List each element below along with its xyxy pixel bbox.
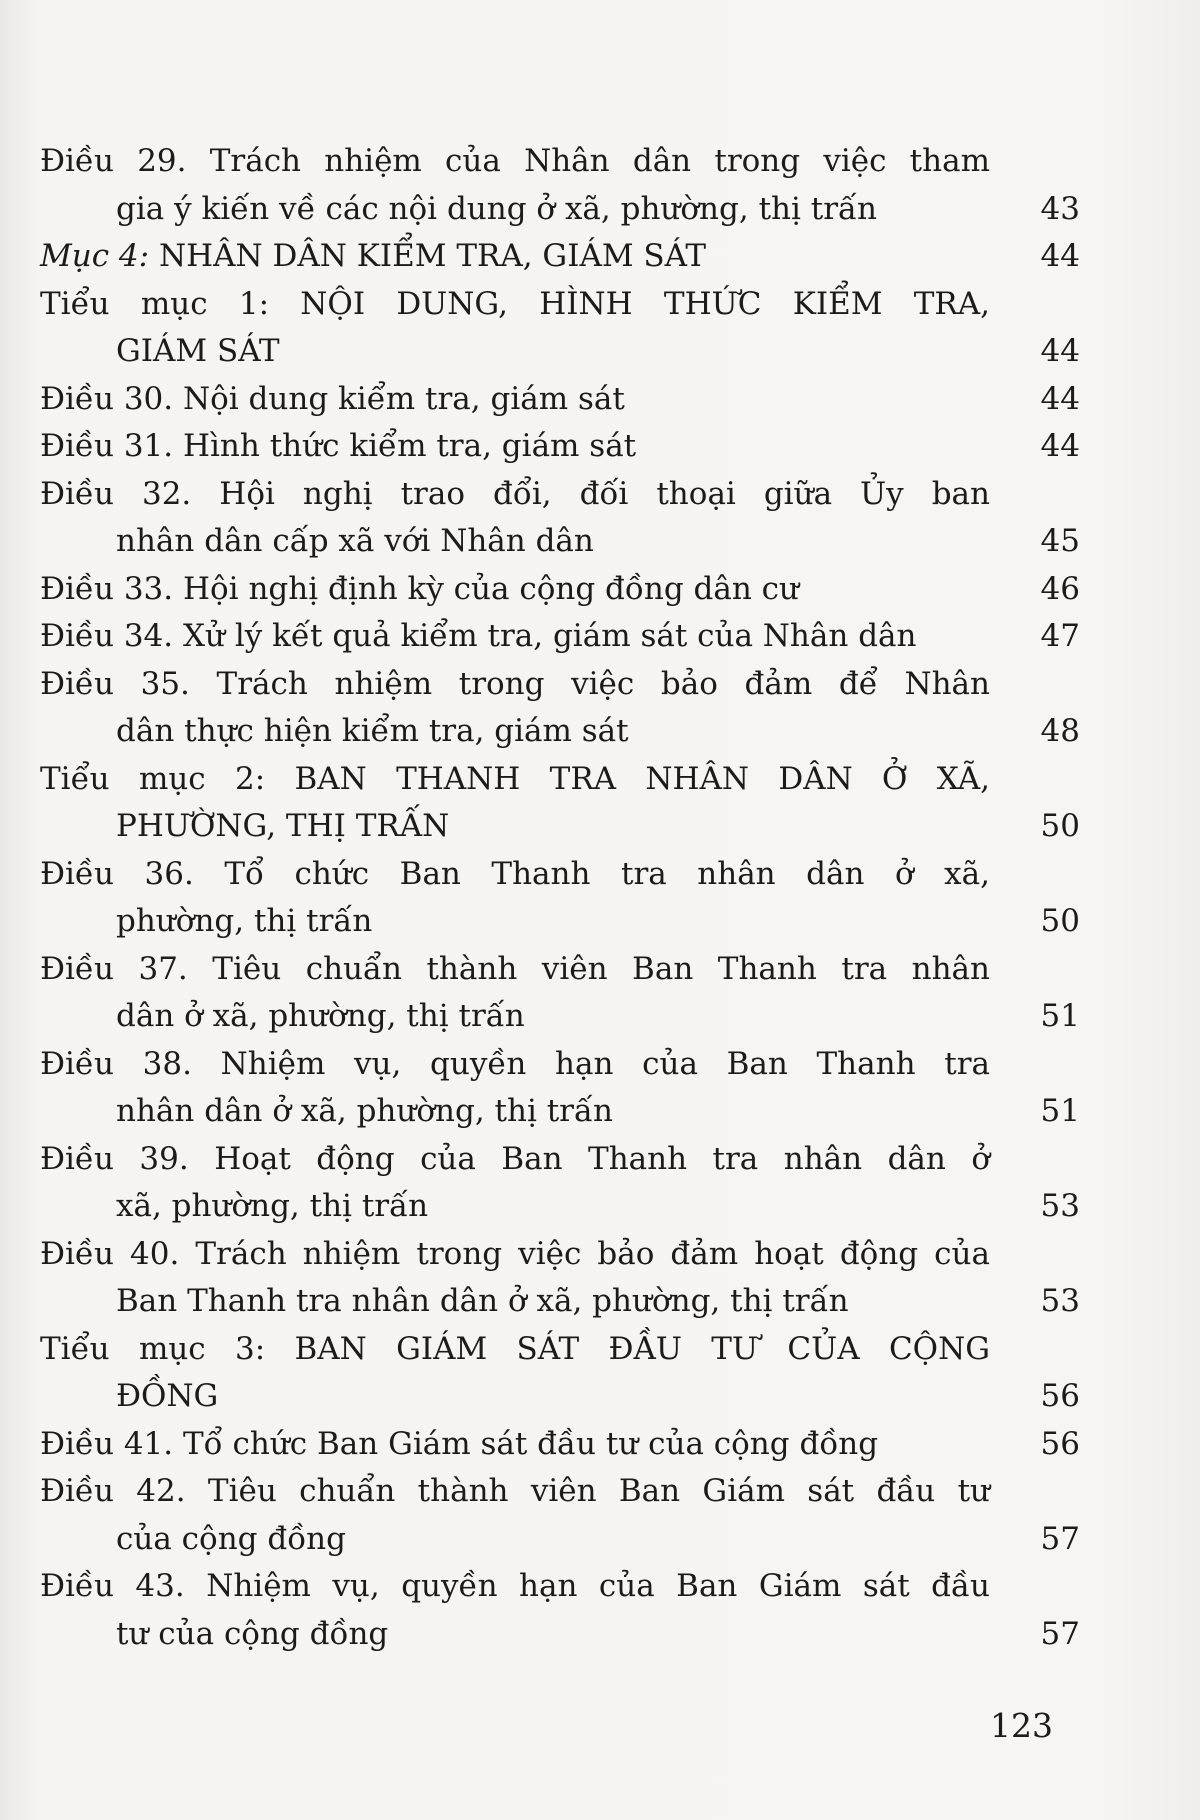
toc-entry-continuation: nhân dân ở xã, phường, thị trấn (116, 1093, 613, 1129)
toc-entry-continuation: Ban Thanh tra nhân dân ở xã, phường, thị trấn (116, 1283, 849, 1319)
toc-entry (40, 1563, 1080, 1658)
toc-page-number: 45 (1040, 523, 1080, 559)
toc-entry (40, 471, 1080, 566)
toc-entry-continuation: của cộng đồng (116, 1520, 346, 1557)
toc-page-number: 50 (1040, 808, 1080, 844)
toc-entry (40, 1326, 1080, 1421)
table-of-contents (40, 138, 1080, 1658)
toc-page-number: 46 (1040, 570, 1080, 607)
toc-entry-continuation: gia ý kiến về các nội dung ở xã, phường, thị trấn (116, 190, 877, 227)
toc-page-number: 43 (1040, 190, 1080, 227)
toc-page-number: 51 (1040, 1093, 1080, 1129)
toc-page-number: 57 (1040, 1520, 1080, 1557)
toc-page-number: 56 (1040, 1425, 1080, 1462)
toc-page-number: 51 (1040, 998, 1080, 1034)
toc-page-number: 48 (1040, 713, 1080, 749)
toc-entry (40, 1468, 1080, 1563)
section-prefix: Mục 4: (40, 238, 150, 274)
toc-entry-title: Điều 33. Hội nghị định kỳ của cộng đồng dân cư (40, 570, 799, 607)
toc-entry-title: Điều 29. Trách nhiệm của Nhân dân trong việc tham (40, 143, 990, 179)
toc-entry-title: Tiểu mục 2: BAN THANH TRA NHÂN DÂN Ở XÃ, (40, 760, 990, 797)
toc-entry (40, 1136, 1080, 1231)
toc-page-number: 57 (1040, 1615, 1080, 1652)
toc-entry-title: Điều 43. Nhiệm vụ, quyền hạn của Ban Giám sát đầu (40, 1568, 990, 1604)
toc-page-number: 47 (1040, 618, 1080, 654)
toc-entry-continuation: dân ở xã, phường, thị trấn (116, 998, 525, 1034)
toc-entry-title: Điều 42. Tiêu chuẩn thành viên Ban Giám sát đầu tư (40, 1473, 990, 1509)
toc-entry (40, 281, 1080, 376)
toc-entry (40, 376, 1080, 424)
toc-entry-continuation: ĐỒNG (116, 1378, 219, 1414)
toc-entry-continuation: nhân dân cấp xã với Nhân dân (116, 523, 594, 559)
section-title: NHÂN DÂN KIỂM TRA, GIÁM SÁT (149, 238, 707, 274)
toc-entry-title: Điều 35. Trách nhiệm trong việc bảo đảm để Nhân (40, 665, 990, 702)
toc-entry-title: Điều 39. Hoạt động của Ban Thanh tra nhân dân ở (40, 1140, 990, 1177)
toc-entry (40, 1041, 1080, 1136)
toc-entry (40, 423, 1080, 471)
toc-entry-title: Điều 38. Nhiệm vụ, quyền hạn của Ban Thanh tra (40, 1045, 990, 1082)
page-number: 123 (990, 1706, 1053, 1745)
toc-entry-title: Tiểu mục 1: NỘI DUNG, HÌNH THỨC KIỂM TRA, (40, 285, 990, 322)
toc-entry-title (40, 233, 1080, 281)
toc-entry (40, 1231, 1080, 1326)
toc-entry-continuation: PHƯỜNG, THỊ TRẤN (116, 808, 450, 844)
toc-entry-continuation: xã, phường, thị trấn (116, 1188, 429, 1224)
toc-entry-continuation: tư của cộng đồng (116, 1615, 389, 1652)
toc-page-number: 44 (1040, 380, 1080, 417)
toc-entry-title: Điều 32. Hội nghị trao đổi, đối thoại giữa Ủy ban (40, 475, 990, 512)
toc-entry (40, 138, 1080, 233)
toc-entry (40, 946, 1080, 1041)
toc-entry (40, 661, 1080, 756)
toc-entry (40, 566, 1080, 614)
toc-entry (40, 851, 1080, 946)
toc-entry (40, 1421, 1080, 1469)
toc-entry-continuation: phường, thị trấn (116, 903, 373, 939)
toc-page-number: 53 (1040, 1188, 1080, 1224)
toc-page-number: 44 (1040, 238, 1080, 274)
toc-entry (40, 613, 1080, 661)
toc-entry-title: Điều 41. Tổ chức Ban Giám sát đầu tư của cộng đồng (40, 1425, 879, 1462)
toc-entry-continuation: dân thực hiện kiểm tra, giám sát (116, 713, 629, 749)
toc-entry-continuation: GIÁM SÁT (116, 333, 280, 369)
toc-entry (40, 233, 1080, 281)
toc-entry-title: Điều 34. Xử lý kết quả kiểm tra, giám sát của Nhân dân (40, 618, 917, 654)
toc-entry-title: Điều 36. Tổ chức Ban Thanh tra nhân dân ở xã, (40, 855, 990, 892)
toc-page-number: 53 (1040, 1283, 1080, 1319)
toc-entry-title: Điều 30. Nội dung kiểm tra, giám sát (40, 380, 625, 417)
toc-entry-title: Điều 40. Trách nhiệm trong việc bảo đảm hoạt động của (40, 1235, 990, 1272)
toc-page-number: 56 (1040, 1378, 1080, 1414)
toc-page-number: 44 (1040, 333, 1080, 369)
toc-page-number: 50 (1040, 903, 1080, 939)
toc-entry-title: Tiểu mục 3: BAN GIÁM SÁT ĐẦU TƯ CỦA CỘNG (40, 1330, 990, 1367)
toc-entry-title: Điều 31. Hình thức kiểm tra, giám sát (40, 428, 637, 464)
toc-page-number: 44 (1040, 428, 1080, 464)
toc-entry-title: Điều 37. Tiêu chuẩn thành viên Ban Thanh tra nhân (40, 950, 990, 987)
toc-entry (40, 756, 1080, 851)
